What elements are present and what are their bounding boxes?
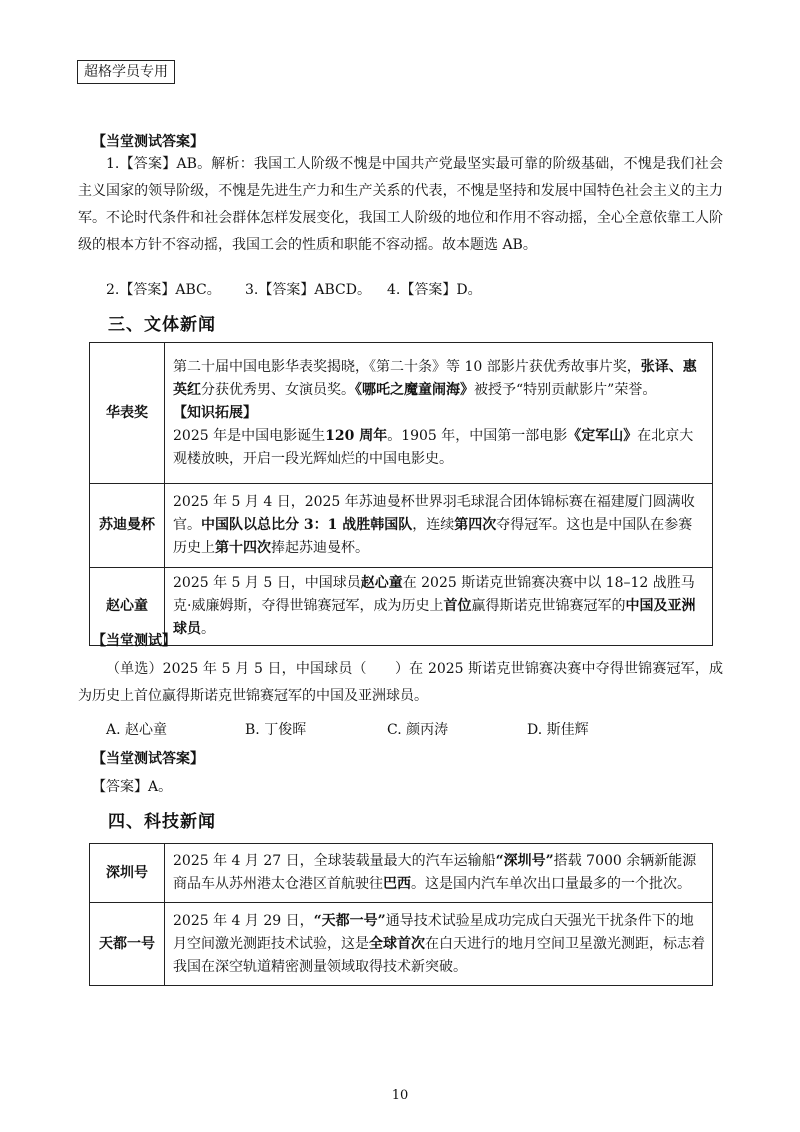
bold-text: “深圳号” — [495, 853, 554, 869]
table-row — [90, 568, 713, 646]
bold-text: 首位 — [443, 598, 472, 614]
text: 在 2025 斯诺克世锦赛决赛中以 18–12 战胜马克·威廉姆斯，夺得世锦赛冠军，成为历史上 — [173, 575, 695, 614]
row-content-tiandu — [165, 903, 713, 986]
bold-text: 赵心童 — [360, 575, 403, 591]
row-content-zhao-xintong — [165, 568, 713, 646]
section-title-tech: 四、科技新闻 — [108, 812, 216, 832]
trainee-only-stamp: 超格学员专用 — [77, 60, 175, 84]
answer-q1: 1.【答案】AB。解析：我国工人阶级不愧是中国共产党最坚实最可靠的阶级基础，不愧是我们社会主义国家的领导阶级，不愧是先进生产力和生产关系的代表，不愧是坚持和发展中国特色社会主义的主力军。不论时代条件和社会群体怎样发展变化，我国工人阶级的地位和作用不容动摇，全心全意依靠工人阶级的根本方针不容动摇，我国工会的性质和职能不容动摇。故本题选 AB。 — [78, 156, 723, 253]
text: 。1905 年，中国第一部电影 — [387, 427, 568, 444]
bold-text: 全球首次 — [369, 935, 425, 952]
text: 。这是国内汽车单次出口量最多的一个批次。 — [411, 876, 691, 892]
text: 被授予“特别贡献影片”荣誉。 — [474, 381, 657, 398]
text: 2025 年 5 月 5 日，中国球员 — [173, 575, 361, 591]
text: 2025 年是中国电影诞生 — [173, 427, 326, 444]
text: 2025 年 4 月 29 日， — [173, 912, 314, 929]
text: 夺得冠军。这也是中国队在参赛历史上 — [173, 517, 693, 556]
option-b: B. 丁俊晖 — [245, 722, 307, 738]
row-label-shenzhen: 深圳号 — [90, 844, 165, 903]
answer-q3: 3.【答案】ABCD。 — [245, 282, 371, 298]
text: 在白天进行的地月空间卫星激光测距，标志着我国在深空轨道精密测量领域取得技术新突破。 — [173, 935, 705, 975]
knowledge-extension-title: 【知识拓展】 — [173, 404, 257, 421]
row-label-zhao-xintong: 赵心童 — [90, 568, 165, 646]
bold-text: 中国队以总比分 3：1 战胜韩国队 — [201, 517, 413, 533]
test-question: （单选）2025 年 5 月 5 日，中国球员（ ）在 2025 斯诺克世锦赛决赛中夺得世锦赛冠军，成为历史上首位赢得斯诺克世锦赛冠军的中国及亚洲球员。 — [78, 661, 723, 704]
answer-q4: 4.【答案】D。 — [387, 282, 482, 298]
row-content-huabiao — [165, 343, 713, 484]
text: 。 — [201, 621, 215, 637]
text: 分获优秀男、女演员奖。 — [201, 381, 355, 398]
row-content-shenzhen — [165, 844, 713, 903]
row-label-sudirman: 苏迪曼杯 — [90, 484, 165, 568]
bold-text: 张译、惠英红 — [173, 358, 697, 398]
bold-text: 巴西 — [383, 876, 411, 892]
text: 2025 年 5 月 4 日，2025 年苏迪曼杯世界羽毛球混合团体锦标赛在福建厦门圆满收官。 — [173, 494, 695, 533]
option-c: C. 颜丙涛 — [387, 722, 449, 738]
text: 通导技术试验星成功完成白天强光干扰条件下的地月空间激光测距技术试验，这是 — [173, 912, 694, 952]
option-d: D. 斯佳辉 — [527, 722, 589, 738]
bold-text: 《哪吒之魔童闹海》 — [355, 381, 474, 398]
bold-text: 120 周年 — [325, 427, 388, 444]
section-title-culture-sports: 三、文体新闻 — [108, 315, 216, 335]
page-number: 10 — [391, 1088, 409, 1103]
text: ，连续 — [412, 517, 455, 533]
tech-news-table — [89, 843, 713, 986]
bold-text: 第四次 — [454, 517, 497, 533]
text: 赢得斯诺克世锦赛冠军的 — [471, 598, 626, 614]
text: 2025 年 4 月 27 日，全球装载量最大的汽车运输船 — [173, 853, 496, 869]
test-options — [0, 719, 800, 741]
bold-text: “天都一号” — [313, 912, 386, 929]
bold-text: 《定军山》 — [567, 427, 638, 444]
text: 捧起苏迪曼杯。 — [271, 540, 369, 556]
text: 在北京大观楼放映，开启一段光辉灿烂的中国电影史。 — [173, 427, 694, 467]
answer-q2: 2.【答案】ABC。 — [106, 282, 221, 298]
text: 搭载 7000 余辆新能源商品车从苏州港太仓港区首航驶往 — [173, 853, 697, 892]
text: 第二十届中国电影华表奖揭晓，《第二十条》等 10 部影片获优秀故事片奖， — [173, 358, 641, 375]
row-label-tiandu: 天都一号 — [90, 903, 165, 986]
test-answer: 【答案】A。 — [92, 779, 173, 795]
row-content-sudirman — [165, 484, 713, 568]
bold-text: 中国及亚洲球员 — [173, 598, 696, 637]
bold-text: 第十四次 — [215, 540, 271, 556]
answers-header-1: 【当堂测试答案】 — [92, 134, 204, 150]
row-label-huabiao: 华表奖 — [90, 343, 165, 484]
table-row — [90, 903, 713, 986]
answers-header-2: 【当堂测试答案】 — [92, 751, 204, 767]
table-row — [90, 844, 713, 903]
option-a: A. 赵心童 — [106, 722, 168, 738]
table-row — [90, 343, 713, 484]
test-header: 【当堂测试】 — [92, 633, 176, 649]
culture-sports-news-table — [89, 342, 713, 646]
table-row — [90, 484, 713, 568]
